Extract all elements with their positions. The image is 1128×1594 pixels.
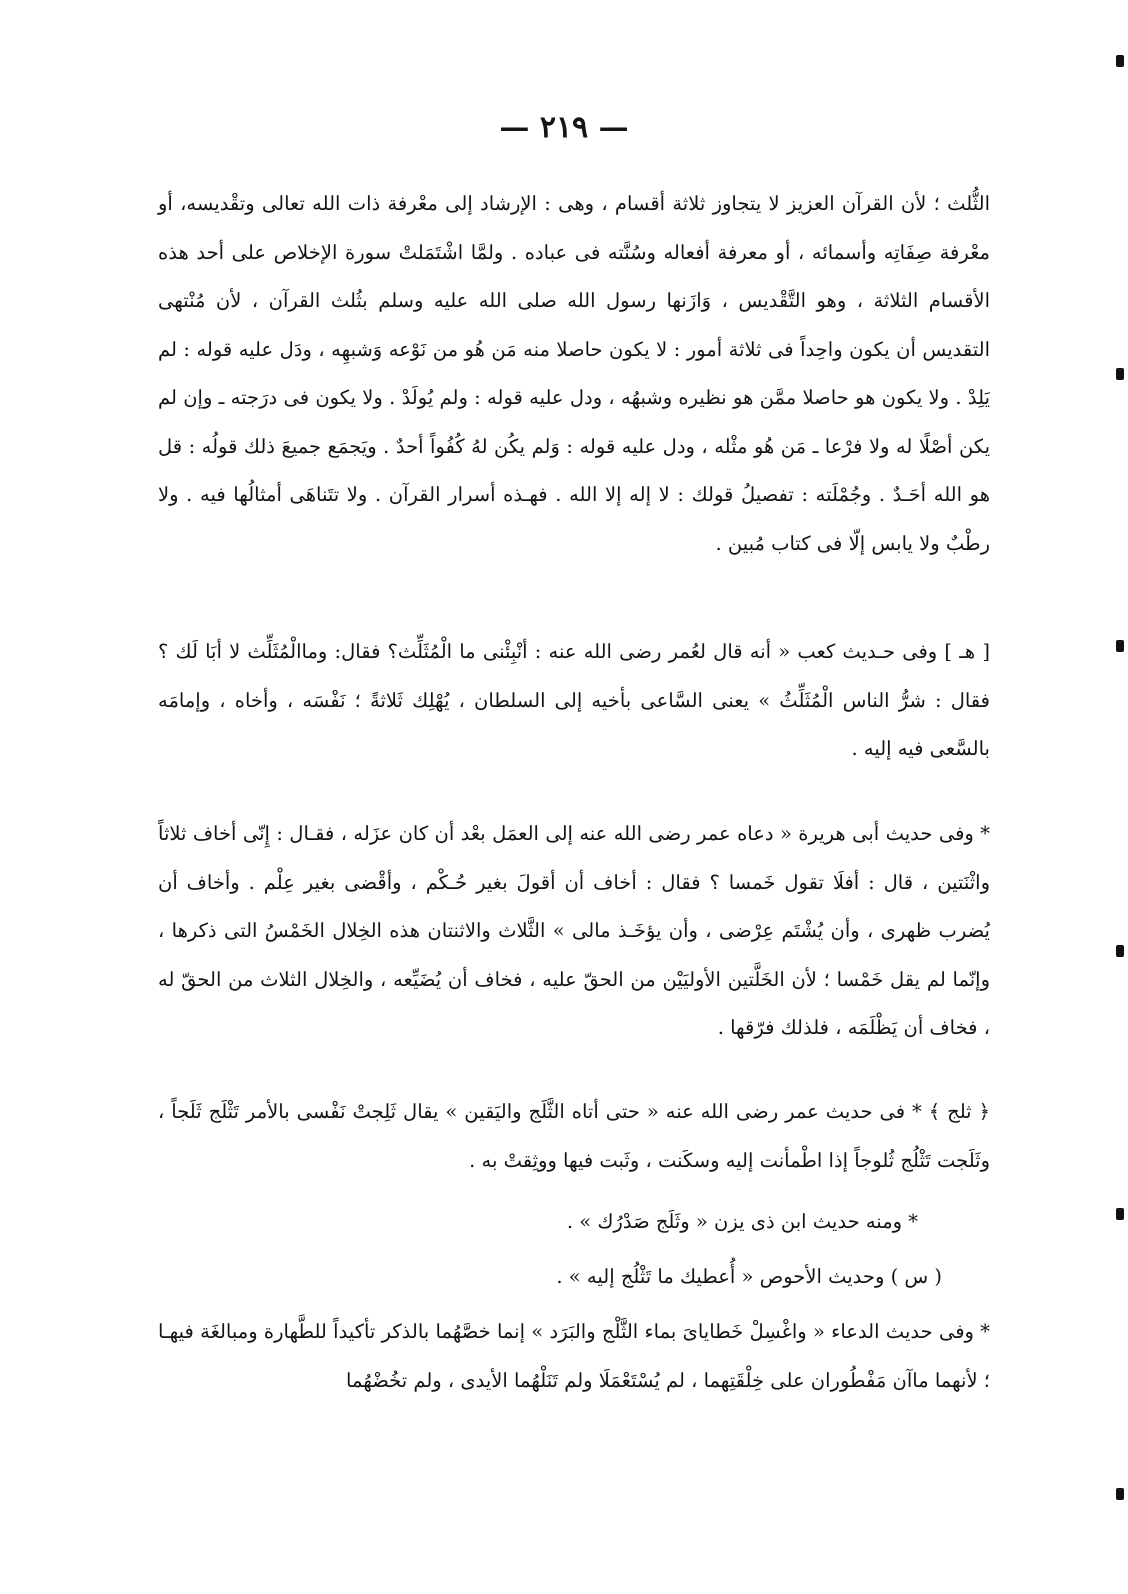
page-number: — ٢١٩ — — [499, 110, 629, 145]
scan-edge-mark — [1116, 1488, 1124, 1500]
scan-edge-mark — [1116, 1208, 1124, 1220]
paragraph-text: * وفى حديث الدعاء « واغْسِلْ خَطاياىَ بماء الثَّلْج والبَرَد » إنما خصَّهُما بالذكر تأكيداً للطَّهارة ومبالغَة فيهـا ؛ لأنهما ماآن مَفْطُوران على خِلْقَتِهما ، لم يُسْتَعْمَلَا ولم تَنَلْهُما الأيدى ، ولم تخُضْهُما — [158, 1320, 990, 1392]
paragraph-hadith-al-ahwas — [158, 1253, 990, 1302]
paragraph-tathlith-explanation — [158, 180, 990, 568]
paragraph-text: [ هـ ] وفى حـديث كعب « أنه قال لعُمر رضى الله عنه : أنْبِئْنى ما الْمُثَلِّث؟ فقال: وماالْمُثَلِّث لا أبَا لَك ؟ فقال : شرُّ الناس الْمُثَلِّثُ » يعنى السَّاعى بأخيه إلى السلطان ، يُهْلِك ثَلاثةً ؛ نَفْسَه ، وأخاه ، وإمامَه بالسَّعى فيه إليه . — [158, 640, 990, 760]
paragraph-text: ( س ) وحديث الأحوص « أُعطيك ما تَثْلُج إليه » . — [556, 1265, 942, 1288]
paragraph-text: ﴿ ثلج ﴾ * فى حديث عمر رضى الله عنه « حتى أتاه الثَّلَج واليَقين » يقال ثَلِجتْ نَفْسى بالأمر تَثْلَج ثَلَجاً ، وثَلَجت تَثْلُج ثُلوجاً إذا اطْمأنت إليه وسكَنت ، وثَبت فيها ووثِقتْ به . — [158, 1100, 990, 1172]
paragraph-hadith-dua — [158, 1308, 990, 1405]
scan-edge-mark — [1116, 368, 1124, 380]
paragraph-text: * ومنه حديث ابن ذى يزن « وثَلَج صَدْرُك » . — [566, 1210, 918, 1233]
scan-edge-mark — [1116, 945, 1124, 957]
scan-edge-mark — [1116, 55, 1124, 67]
paragraph-text: * وفى حديث أبى هريرة « دعاه عمر رضى الله عنه إلى العمَل بعْد أن كان عزَله ، فقـال : إِنّى أخاف ثلاثاً واثْنَتين ، قال : أفلَا تقول خَمسا ؟ فقال : أخاف أن أقولَ بغير حُـكْم ، وأقْضى بغير عِلْم . وأخاف أن يُضرب ظهرى ، وأن يُشْتَم عِرْضى ، وأن يؤخَـذ مالى » الثَّلاث والاثنتان هذه الخِلال الخَمْسُ التى ذكرها ، وإنّما لم يقل خَمْسا ؛ لأن الخَلَّتين الأوليَيْن من الحقّ عليه ، فخاف أن يُضَيِّعه ، والخِلال الثلاث من الحقّ له ، فخاف أن يَظْلَمَه ، فلذلك فرّقها . — [158, 822, 990, 1039]
paragraph-hadith-abu-hurayra — [158, 810, 990, 1053]
scan-edge-mark — [1116, 640, 1124, 652]
paragraph-text: الثُّلث ؛ لأن القرآن العزيز لا يتجاوز ثلاثة أقسام ، وهى : الإرشاد إلى معْرفة ذات الله تعالى وتقْديسه، أو معْرفة صِفَاتِه وأسمائه ، أو معرفة أفعاله وسُنَّته فى عباده . ولمَّا اشْتَمَلتْ سورة الإخلاص على أحد هذه الأقسام الثلاثة ، وهو التَّقْديس ، وَازَنها رسول الله صلى الله عليه وسلم بثُلث القرآن ، لأن مُنْتهى التقديس أن يكون واحِداً فى ثلاثة أمور : لا يكون حاصلا منه مَن هُو من نَوْعه وَشبهِه ، ودَل عليه قوله : لم يَلِدْ . ولا يكون هو حاصلا ممَّن هو نظيره وشبهُه ، ودل عليه قوله : ولم يُولَدْ . ولا يكون فى درَجته ـ وإن لم يكن أصْلًا له ولا فرْعا ـ مَن هُو مثْله ، ودل عليه قوله : وَلم يكُن لهُ كُفُواً أحدٌ . ويَجمَع جميعَ ذلك قولُه : قل هو الله أحَـدٌ . وجُمْلَته : تفصيلُ قولك : لا إله إلا الله . فهـذه أسرار القرآن . ولا تتَناهَى أمثالُها فيه . ولا رطْبٌ ولا يابس إلّا فى كتاب مُبين . — [158, 192, 990, 555]
paragraph-entry-thalj — [158, 1088, 990, 1185]
paragraph-hadith-ibn-dhi-yazan — [158, 1198, 990, 1247]
paragraph-hadith-kaab — [158, 628, 990, 774]
